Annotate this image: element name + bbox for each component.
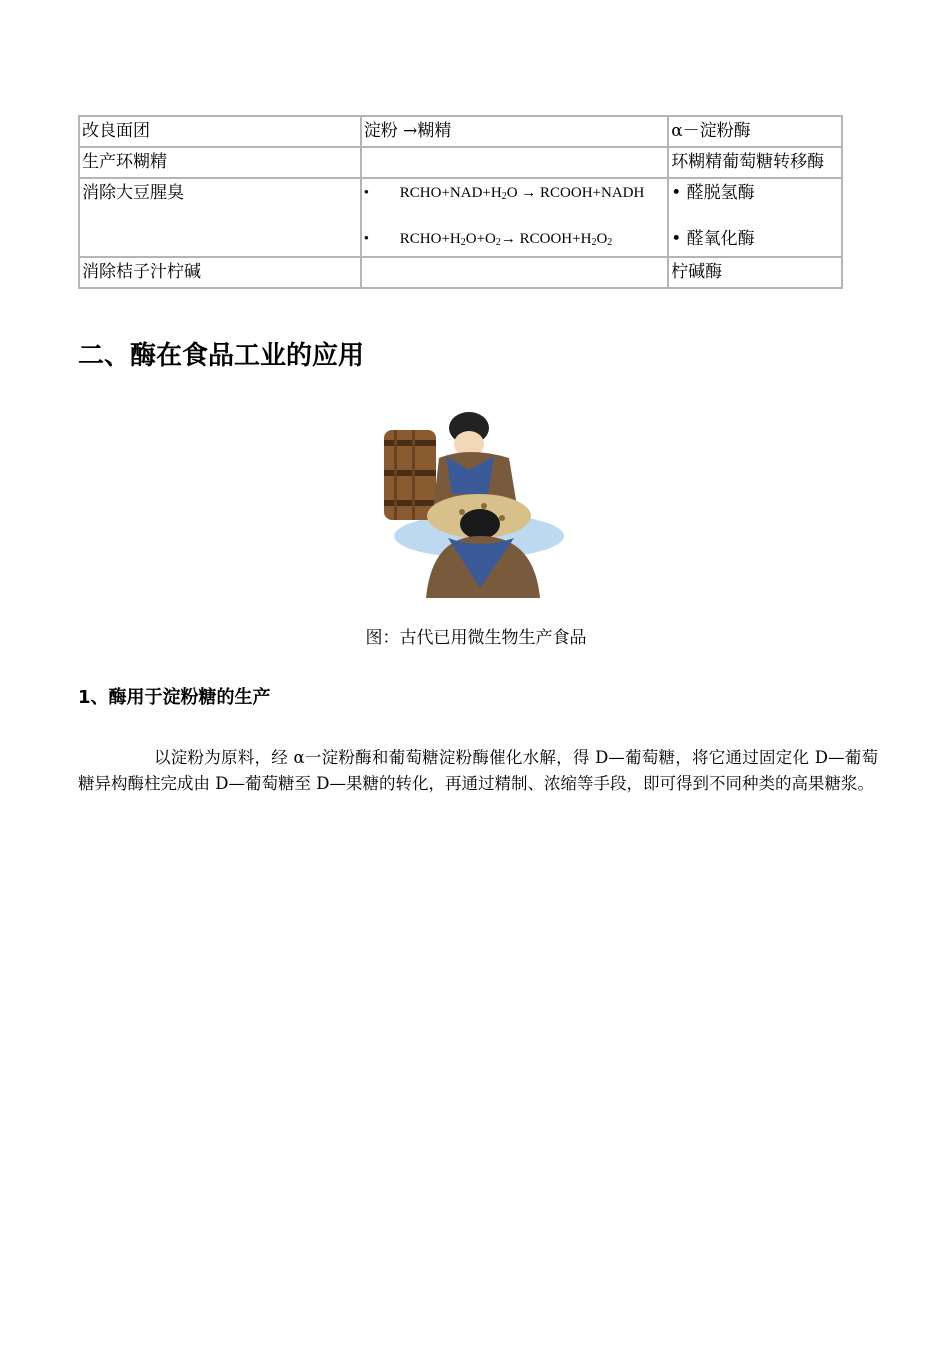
enzyme-cell: 柠碱酶 <box>668 257 842 288</box>
table-row <box>79 116 842 147</box>
table-row <box>79 147 842 178</box>
enzyme-cell <box>668 178 842 257</box>
reaction-cell <box>361 178 668 257</box>
application-cell: 生产环糊精 <box>79 147 361 178</box>
enzyme-cell: 环糊精葡萄糖转移酶 <box>668 147 842 178</box>
reaction-cell <box>361 147 668 178</box>
reaction-cell <box>361 257 668 288</box>
section-heading: 二、酶在食品工业的应用 <box>78 341 365 371</box>
reaction-cell: 淀粉 →糊精 <box>361 116 668 147</box>
enzyme-application-table <box>78 115 843 289</box>
figure-caption: 图：古代已用微生物生产食品 <box>365 628 587 648</box>
table-row <box>79 257 842 288</box>
subsection-heading: 1、酶用于淀粉糖的生产 <box>78 687 271 708</box>
reaction-formula: • $RCHO+NAD+H_2O$ → RCOOH+NADH <box>363 185 645 202</box>
enzyme-cell: α－淀粉酶 <box>668 116 842 147</box>
application-cell: 改良面团 <box>79 116 361 147</box>
application-cell: 消除大豆腥臭 <box>79 178 361 257</box>
reaction-formula: • $RCHO+H_2O+O_2\to$ $RCOOH+H_2O_2$ <box>363 231 613 248</box>
table-row <box>79 178 842 257</box>
application-cell: 消除桔子汁柠碱 <box>79 257 361 288</box>
ancient-food-illustration <box>384 408 566 598</box>
enzyme-item: • 醛脱氢酶 <box>671 183 755 203</box>
enzyme-item: • 醛氧化酶 <box>671 229 755 249</box>
body-paragraph: 以淀粉为原料，经 α一淀粉酶和葡萄糖淀粉酶催化水解，得 D—葡萄糖，将它通过固定化 D—葡萄糖异构酶柱完成由 D—葡萄糖至 D—果糖的转化，再通过精制、浓缩等手段，即可得到不同种类的高果糖浆。 <box>78 748 878 793</box>
